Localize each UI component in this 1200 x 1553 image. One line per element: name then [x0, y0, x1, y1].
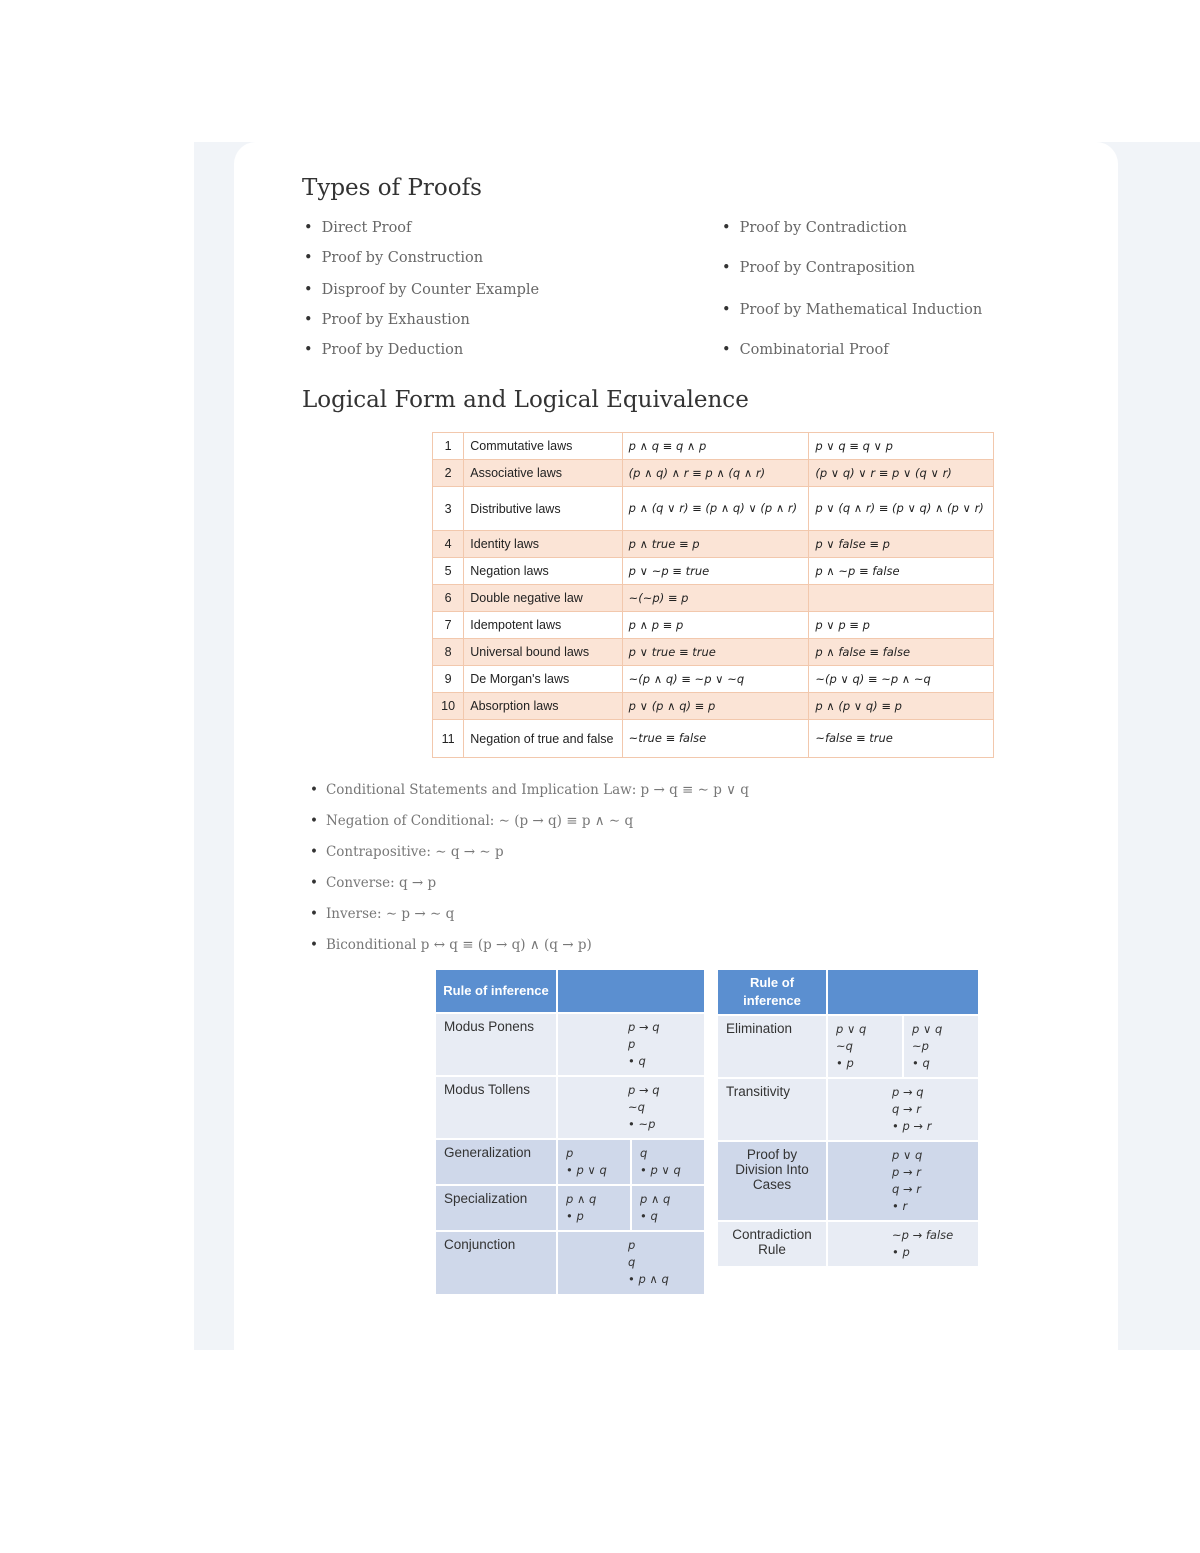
rule-formula: p ∧ q • q [631, 1185, 705, 1231]
table-row [433, 558, 994, 585]
rule-formula: p ∨ q ~p • q [903, 1015, 979, 1078]
implication-statements-list [310, 782, 749, 968]
table-row [433, 693, 994, 720]
law-name: Negation laws [464, 558, 622, 585]
table-row [433, 639, 994, 666]
rule-name: Modus Tollens [435, 1076, 557, 1139]
law-name: Distributive laws [464, 487, 622, 531]
rule-name: Transitivity [717, 1078, 827, 1141]
law-formula-dual: (p ∨ q) ∨ r ≡ p ∨ (q ∨ r) [809, 460, 994, 487]
law-formula-dual: p ∨ false ≡ p [809, 531, 994, 558]
table-row [433, 487, 994, 531]
law-formula: ~(~p) ≡ p [622, 585, 809, 612]
table-row [433, 460, 994, 487]
law-number: 3 [433, 487, 464, 531]
list-item: • Disproof by Counter Example [304, 282, 539, 298]
rule-formula: p ∧ q • p [557, 1185, 631, 1231]
law-number: 1 [433, 433, 464, 460]
law-number: 6 [433, 585, 464, 612]
law-formula: p ∨ true ≡ true [622, 639, 809, 666]
rule-formula: p • p ∨ q [557, 1139, 631, 1185]
table-row [435, 1076, 705, 1139]
laws-table [432, 432, 994, 758]
law-number: 8 [433, 639, 464, 666]
rule-formula: p → q p • q [557, 1013, 705, 1076]
law-number: 4 [433, 531, 464, 558]
rule-name: Generalization [435, 1139, 557, 1185]
list-item: • Biconditional p ↔ q ≡ (p → q) ∧ (q → p) [310, 937, 749, 968]
rule-formula: p → q ~q • ~p [557, 1076, 705, 1139]
law-formula: p ∧ q ≡ q ∧ p [622, 433, 809, 460]
column-header: Rule of inference [717, 969, 827, 1015]
table-row [433, 531, 994, 558]
table-row [717, 1015, 979, 1078]
law-formula-dual: p ∧ ~p ≡ false [809, 558, 994, 585]
rule-name: Proof by Division Into Cases [717, 1141, 827, 1221]
table-row [433, 585, 994, 612]
law-formula: p ∧ true ≡ p [622, 531, 809, 558]
law-name: Idempotent laws [464, 612, 622, 639]
table-row [435, 1231, 705, 1295]
law-formula: p ∧ p ≡ p [622, 612, 809, 639]
rule-formula: p q • p ∧ q [557, 1231, 705, 1295]
law-formula-dual: p ∧ false ≡ false [809, 639, 994, 666]
law-formula: ~true ≡ false [622, 720, 809, 758]
law-name: De Morgan's laws [464, 666, 622, 693]
law-name: Negation of true and false [464, 720, 622, 758]
law-number: 10 [433, 693, 464, 720]
list-item: • Proof by Mathematical Induction [722, 302, 982, 318]
law-name: Absorption laws [464, 693, 622, 720]
law-number: 2 [433, 460, 464, 487]
law-formula: (p ∧ q) ∧ r ≡ p ∧ (q ∧ r) [622, 460, 809, 487]
rule-name: Specialization [435, 1185, 557, 1231]
list-item: • Proof by Contraposition [722, 260, 915, 276]
list-item: • Contrapositive: ∼ q → ∼ p [310, 844, 749, 875]
table-row [435, 1139, 705, 1185]
list-item: • Proof by Deduction [304, 342, 463, 358]
list-item: • Proof by Contradiction [722, 220, 907, 236]
column-header-blank [827, 969, 979, 1015]
proof-types-heading: Types of Proofs [302, 175, 482, 201]
list-item: • Converse: q → p [310, 875, 749, 906]
law-formula: ~(p ∧ q) ≡ ~p ∨ ~q [622, 666, 809, 693]
rule-name: Contradiction Rule [717, 1221, 827, 1267]
law-formula-dual: p ∨ q ≡ q ∨ p [809, 433, 994, 460]
inference-rules-table-right [716, 968, 980, 1268]
inference-rules-table-left [434, 968, 706, 1296]
table-row [717, 1221, 979, 1267]
table-row [435, 1013, 705, 1076]
law-number: 5 [433, 558, 464, 585]
law-formula: p ∨ ~p ≡ true [622, 558, 809, 585]
column-header: Rule of inference [435, 969, 557, 1013]
law-formula-dual: p ∧ (p ∨ q) ≡ p [809, 693, 994, 720]
law-name: Universal bound laws [464, 639, 622, 666]
law-number: 11 [433, 720, 464, 758]
law-formula-dual: ~(p ∨ q) ≡ ~p ∧ ~q [809, 666, 994, 693]
list-item: • Combinatorial Proof [722, 342, 889, 358]
list-item: • Proof by Construction [304, 250, 483, 266]
list-item: • Proof by Exhaustion [304, 312, 470, 328]
law-name: Commutative laws [464, 433, 622, 460]
law-formula: p ∨ (p ∧ q) ≡ p [622, 693, 809, 720]
law-number: 9 [433, 666, 464, 693]
rule-formula: p ∨ q p → r q → r • r [827, 1141, 979, 1221]
table-row [717, 1078, 979, 1141]
rule-formula: p → q q → r • p → r [827, 1078, 979, 1141]
table-row [433, 612, 994, 639]
rule-name: Conjunction [435, 1231, 557, 1295]
rule-formula: q • p ∨ q [631, 1139, 705, 1185]
law-name: Identity laws [464, 531, 622, 558]
law-formula: p ∧ (q ∨ r) ≡ (p ∧ q) ∨ (p ∧ r) [622, 487, 809, 531]
rule-formula: ~p → false • p [827, 1221, 979, 1267]
list-item: • Direct Proof [304, 220, 411, 236]
table-row [433, 720, 994, 758]
law-formula-dual: p ∨ (q ∧ r) ≡ (p ∨ q) ∧ (p ∨ r) [809, 487, 994, 531]
law-formula-dual [809, 585, 994, 612]
column-header-blank [557, 969, 705, 1013]
logical-equivalence-heading: Logical Form and Logical Equivalence [302, 387, 749, 413]
table-row [717, 1141, 979, 1221]
table-row [433, 666, 994, 693]
law-formula-dual: ~false ≡ true [809, 720, 994, 758]
rule-name: Modus Ponens [435, 1013, 557, 1076]
law-formula-dual: p ∨ p ≡ p [809, 612, 994, 639]
law-number: 7 [433, 612, 464, 639]
list-item: • Negation of Conditional: ∼ (p → q) ≡ p ∧ ∼ q [310, 813, 749, 844]
list-item: • Conditional Statements and Implication Law: p → q ≡ ∼ p ∨ q [310, 782, 749, 813]
rule-name: Elimination [717, 1015, 827, 1078]
blank-area [0, 1350, 1200, 1553]
table-row [433, 433, 994, 460]
table-row [435, 1185, 705, 1231]
list-item: • Inverse: ∼ p → ∼ q [310, 906, 749, 937]
law-name: Double negative law [464, 585, 622, 612]
rule-formula: p ∨ q ~q • p [827, 1015, 903, 1078]
law-name: Associative laws [464, 460, 622, 487]
